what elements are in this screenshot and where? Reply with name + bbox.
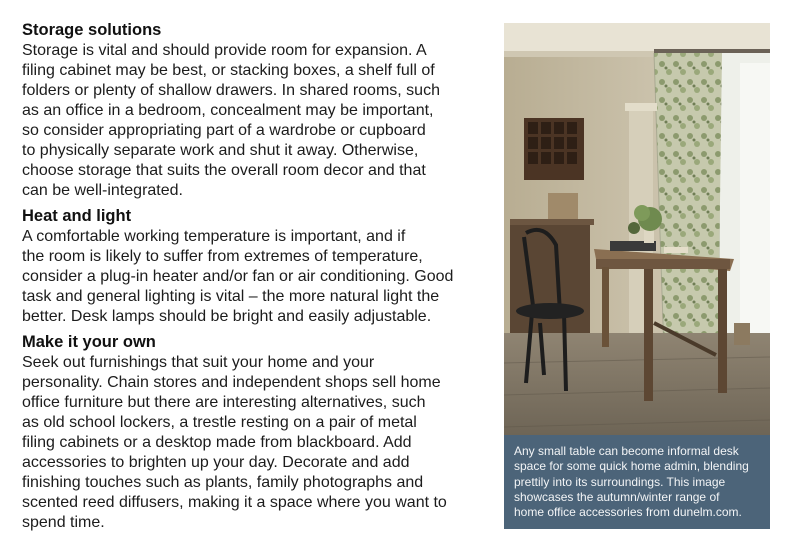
section-body-heat-light: A comfortable working temperature is important, and if the room is likely to suffer from extremes of temperature, consider a plug-in heater and/or fan or air conditioning. Good task and general lighting is vital – the more natural light the better. Desk lamps should be bright and easily adjustable. <box>22 228 454 325</box>
section-heading-storage: Storage solutions <box>22 21 162 39</box>
section-body-storage: Storage is vital and should provide room for expansion. A filing cabinet may be best, or stacking boxes, a shelf full of folders or plenty of shallow drawers. In shared rooms, such as an office in a bedroom, concealment may be important, so consider appropriating part of a wardrobe or cupboard to physically separate work and shut it away. Otherwise, choose storage that suits the overall room decor and that can be well-integrated. <box>22 42 440 199</box>
photo-caption-text: Any small table can become informal desk space for some quick home admin, blending prettily into its surroundings. This image showcases the autumn/winter range of home office accessories from dunelm.com. <box>514 444 749 520</box>
section-heading-make-it-your-own: Make it your own <box>22 333 156 351</box>
home-office-photo <box>504 23 770 435</box>
article-text-column <box>22 20 492 533</box>
photo-caption-box <box>504 435 770 529</box>
section-heading-heat-light: Heat and light <box>22 207 132 225</box>
section-body-make-it-your-own: Seek out furnishings that suit your home and your personality. Chain stores and independent shops sell home office furniture but there are interesting alternatives, such as old school lockers, a trestle resting on a pair of metal filing cabinets or a desktop made from blackboard. Add accessories to brighten up your day. Decorate and add finishing touches such as plants, family photographs and scented reed diffusers, making it a space where you want to spend time. <box>22 354 447 531</box>
home-office-illustration <box>504 23 770 435</box>
